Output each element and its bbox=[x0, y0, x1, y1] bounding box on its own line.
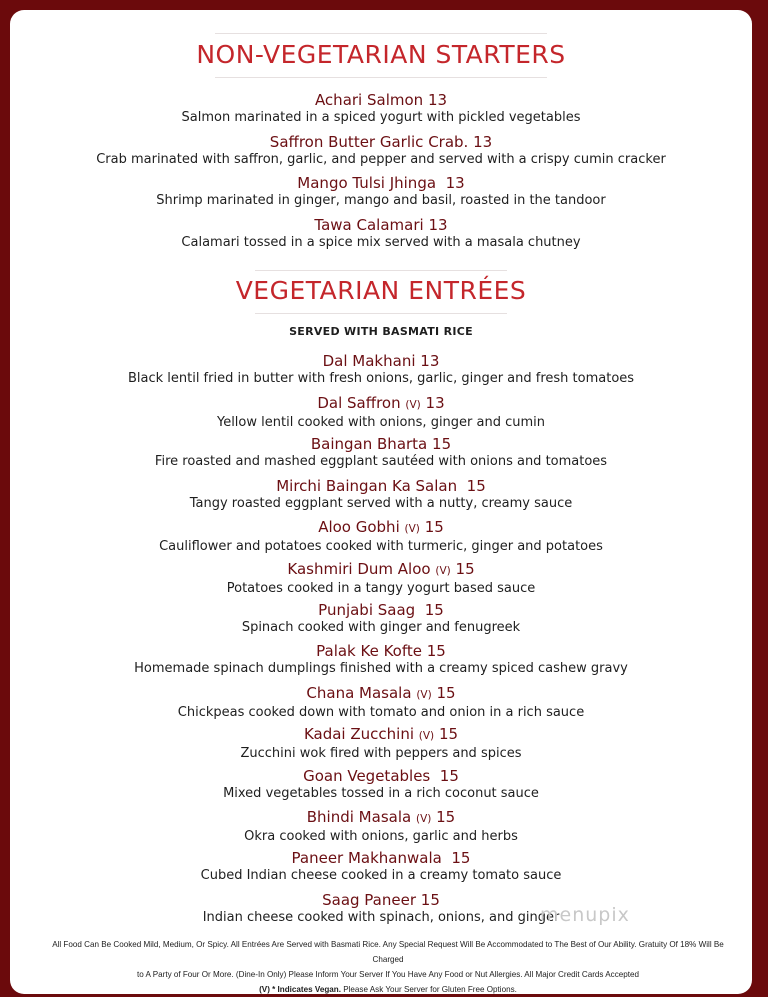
item-price: 13 bbox=[425, 394, 445, 412]
item-price: 13 bbox=[427, 91, 448, 109]
menu-item bbox=[10, 477, 752, 512]
menu-item bbox=[10, 808, 752, 845]
item-price: 15 bbox=[439, 767, 459, 785]
item-name: Paneer Makhanwala bbox=[291, 849, 442, 867]
item-price: 15 bbox=[436, 684, 456, 702]
item-price: 15 bbox=[424, 518, 444, 536]
vegan-note: (V) * Indicates Vegan. bbox=[259, 985, 341, 994]
menu-item bbox=[10, 394, 752, 431]
menu-item bbox=[10, 767, 752, 802]
item-name: Bhindi Masala bbox=[306, 808, 412, 826]
vegan-tag: (V) bbox=[415, 813, 432, 825]
item-name: Goan Vegetables bbox=[303, 767, 431, 785]
item-name: Saffron Butter Garlic Crab. bbox=[269, 133, 469, 151]
section-subtitle: SERVED WITH BASMATI RICE bbox=[289, 325, 473, 338]
vegan-tag: (V) bbox=[435, 565, 451, 577]
item-name: Palak Ke Kofte bbox=[316, 642, 422, 660]
menu-page bbox=[10, 10, 752, 994]
item-name: Dal Saffron bbox=[317, 394, 401, 412]
item-price: 15 bbox=[432, 435, 452, 453]
item-description: Salmon marinated in a spiced yogurt with pickled vegetables bbox=[181, 110, 581, 125]
menu-item bbox=[10, 91, 752, 126]
menu-item bbox=[10, 435, 752, 470]
item-name: Baingan Bharta bbox=[310, 435, 428, 453]
item-name: Saag Paneer bbox=[322, 891, 416, 909]
item-name: Chana Masala bbox=[306, 684, 412, 702]
item-price: 15 bbox=[455, 560, 475, 578]
menu-item bbox=[10, 849, 752, 884]
item-price: 13 bbox=[445, 174, 465, 192]
item-description: Cubed Indian cheese cooked in a creamy tomato sauce bbox=[200, 868, 562, 883]
item-description: Mixed vegetables tossed in a rich coconut sauce bbox=[223, 786, 539, 801]
menu-item bbox=[10, 133, 752, 168]
title-rule-bottom bbox=[255, 313, 507, 314]
item-description: Shrimp marinated in ginger, mango and basil, roasted in the tandoor bbox=[156, 193, 606, 208]
gluten-note: Please Ask Your Server for Gluten Free Options. bbox=[343, 985, 517, 994]
item-description: Black lentil fried in butter with fresh onions, garlic, ginger and fresh tomatoes bbox=[127, 371, 635, 386]
footer-line-2: to A Party of Four Or More. (Dine-In Only) Please Inform Your Server If You Have Any Food or Nut Allergies. All Major Credit Cards Accepted bbox=[136, 970, 640, 979]
menu-item bbox=[10, 684, 752, 721]
vegan-tag: (V) bbox=[418, 730, 435, 742]
item-price: 15 bbox=[436, 808, 456, 826]
item-name: Mango Tulsi Jhinga bbox=[297, 174, 437, 192]
item-name: Tawa Calamari bbox=[314, 216, 424, 234]
item-price: 15 bbox=[424, 601, 444, 619]
menu-item bbox=[10, 352, 752, 387]
item-price: 15 bbox=[420, 891, 440, 909]
item-name: Mirchi Baingan Ka Salan bbox=[276, 477, 458, 495]
item-description: Calamari tossed in a spice mix served with a masala chutney bbox=[181, 235, 581, 250]
title-rule-top bbox=[215, 33, 547, 34]
item-name: Kashmiri Dum Aloo bbox=[287, 560, 431, 578]
title-rule-top bbox=[255, 270, 507, 271]
item-description: Zucchini wok fired with peppers and spices bbox=[240, 746, 522, 761]
footer-line-1: All Food Can Be Cooked Mild, Medium, Or Spicy. All Entrées Are Served with Basmati Rice. Any Special Request Will Be Accommodated to The Best of Our Ability. Gratuity Of 18% Will Be Charged bbox=[52, 940, 724, 964]
watermark-logo: menupix bbox=[540, 904, 630, 926]
item-description: Chickpeas cooked down with tomato and onion in a rich sauce bbox=[177, 705, 585, 720]
item-description: Crab marinated with saffron, garlic, and pepper and served with a crispy cumin cracker bbox=[96, 152, 666, 167]
item-description: Homemade spinach dumplings finished with a creamy spiced cashew gravy bbox=[134, 661, 628, 676]
item-name: Aloo Gobhi bbox=[318, 518, 400, 536]
item-price: 15 bbox=[426, 642, 446, 660]
menu-item bbox=[10, 601, 752, 636]
menu-item bbox=[10, 174, 752, 209]
item-price: 15 bbox=[451, 849, 471, 867]
title-rule-bottom bbox=[215, 77, 547, 78]
vegan-tag: (V) bbox=[404, 523, 420, 535]
item-description: Okra cooked with onions, garlic and herbs bbox=[244, 829, 518, 844]
item-name: Kadai Zucchini bbox=[303, 725, 414, 743]
item-description: Cauliflower and potatoes cooked with turmeric, ginger and potatoes bbox=[159, 539, 603, 554]
item-description: Spinach cooked with ginger and fenugreek bbox=[241, 620, 521, 635]
section-title-vegetarian-entrees: VEGETARIAN ENTRÉES bbox=[235, 276, 527, 305]
item-name: Punjabi Saag bbox=[318, 601, 416, 619]
item-description: Potatoes cooked in a tangy yogurt based sauce bbox=[226, 581, 536, 596]
menu-item bbox=[10, 642, 752, 677]
item-name: Achari Salmon bbox=[314, 91, 424, 109]
footer-notes bbox=[48, 937, 728, 997]
item-price: 13 bbox=[428, 216, 448, 234]
item-name: Dal Makhani bbox=[322, 352, 416, 370]
menu-item bbox=[10, 560, 752, 597]
item-description: Indian cheese cooked with spinach, onions, and ginger bbox=[202, 910, 560, 925]
section-title-non-veg-starters: NON-VEGETARIAN STARTERS bbox=[196, 40, 566, 69]
item-description: Fire roasted and mashed eggplant sautéed with onions and tomatoes bbox=[154, 454, 608, 469]
menu-item bbox=[10, 725, 752, 762]
item-price: 13 bbox=[420, 352, 440, 370]
item-description: Tangy roasted eggplant served with a nutty, creamy sauce bbox=[189, 496, 573, 511]
item-price: 15 bbox=[438, 725, 459, 743]
menu-item bbox=[10, 891, 752, 926]
item-price: 13 bbox=[473, 133, 493, 151]
item-price: 15 bbox=[466, 477, 486, 495]
vegan-tag: (V) bbox=[405, 399, 421, 411]
menu-item bbox=[10, 216, 752, 251]
item-description: Yellow lentil cooked with onions, ginger and cumin bbox=[216, 415, 546, 430]
vegan-tag: (V) bbox=[416, 689, 432, 701]
menu-item bbox=[10, 518, 752, 555]
